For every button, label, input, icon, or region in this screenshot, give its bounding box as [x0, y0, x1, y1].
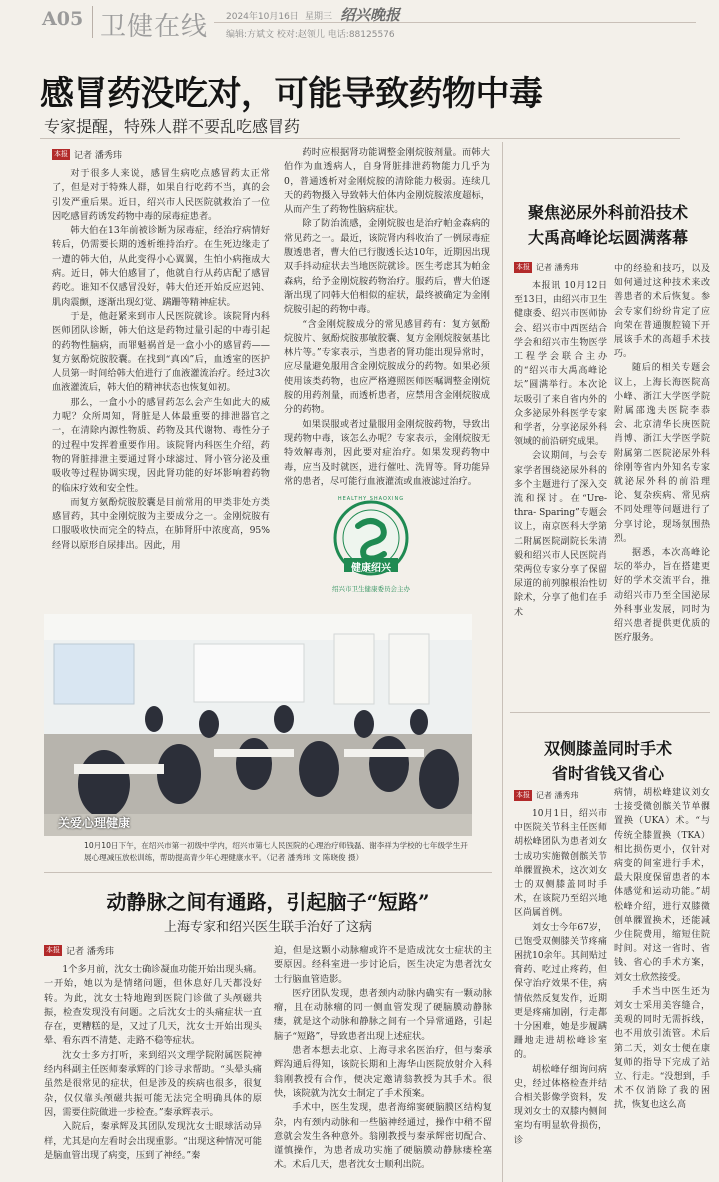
article2-col1 [514, 262, 607, 702]
section-title: 卫健在线 [100, 12, 209, 42]
logo-ring-text: HEALTHY SHAOXING [337, 496, 405, 502]
paper-name: 绍兴晚报 [340, 6, 401, 24]
article3-title: 动静脉之间有通路，引起脑子“短路” [106, 890, 430, 914]
article3-col2 [274, 944, 492, 1182]
article2-title [508, 200, 708, 248]
article4-title-line2: 省时省钱又省心 [551, 764, 664, 783]
paragraph: 对于很多人来说，感冒生病吃点感冒药太正常了，但是对于特殊人群，如果自行吃药不当，真的会引发严重后果。近日，绍兴市人民医院就救治了一位因吃感冒药诱发药物中毒的尿毒症患者。 [52, 168, 270, 222]
article4-col1 [514, 790, 607, 1182]
paragraph: 随后的相关专题会议上，上海长海医院高小峰、浙江大学医学院附属邵逸夫医院李恭会、北京清华长庚医院肖博、浙江大学医学院附属第二医院泌尿外科徐刚等省内外知名专家就泌尿外科的前沿理论、复杂疾病、常见病不同处理等问题进行了分享讨论，现场氛围热烈。 [614, 363, 710, 544]
masthead-divider [214, 22, 696, 23]
article3-col1 [44, 944, 262, 1182]
paragraph: 迫，但是这颗小动脉瘤或许不是造成沈女士症状的主要原因。经科室进一步讨论后，医生决定为患者沈女士行脑血管造影。 [274, 945, 492, 985]
logo-caption: 绍兴市卫生健康委员会主办 [332, 585, 410, 593]
article2-title-line1: 聚焦泌尿外科前沿技术 [527, 203, 688, 222]
article1-byline [52, 148, 270, 161]
article1-subtitle: 专家提醒，特殊人群不要乱吃感冒药 [44, 117, 301, 136]
article3-byline [44, 944, 262, 957]
paragraph: 会议期间，与会专家学者围绕泌尿外科的多个主题进行了深入交流和探讨。在“Ure-thra- Sparing”专题会议上，南京医科大学第二附属医院副院长朱清毅和绍兴市人民医院肖荣两位专家分享了保留尿道的前列腺根治性切除术，分享了他们在手术 [514, 451, 607, 618]
page-number: A05 [42, 8, 84, 30]
article2-byline [514, 262, 607, 273]
paragraph: 沈女士多方打听，来到绍兴文理学院附属医院神经内科副主任医师秦承辉的门诊寻求帮助。“头晕头痛虽然是很常见的症状，但是涉及的疾病也很多，很复杂，仅仅靠头颅磁共振可能无法完全明确具体的原因，需要住院做进一步检查。”秦承辉表示。 [44, 1049, 262, 1118]
byline-tag: 本报 [516, 791, 530, 799]
paragraph: 刘女士今年67岁，已饱受双侧膝关节疼痛困扰10余年。其间贴过膏药、吃过止疼药，但保守治疗效果不佳，病情依然反复发作，近期更是疼痛加剧，行走都十分困难，她是步履蹒跚地走进胡松峰诊室的。 [514, 922, 607, 1061]
issue-weekday: 星期三 [305, 12, 333, 22]
paragraph: 如果误服或者过量服用金刚烷胺药物，导致出现药物中毒，该怎么办呢？专家表示，金刚烷胺无特效解毒剂，因此要对症治疗。如果发现药物中毒，应当及时就医，进行催吐、洗胃等。肾功能异常的患者，尽可能行血液灌流或血液滤过治疗。 [284, 418, 490, 487]
byline-tag: 本报 [54, 150, 68, 158]
photo-caption: 10月10日下午，在绍兴市第一初级中学内，绍兴市第七人民医院的心理治疗师钱磊、谢李祥为学校的七年级学生开展心理减压放松训练，帮助提高青少年心理健康水平。（记者 潘秀玮 文 陈晓俊 摄） [84, 841, 468, 862]
photo-label: 关爱心理健康 [58, 816, 131, 830]
article4-title [508, 736, 708, 784]
paragraph: 据悉，本次高峰论坛的举办，旨在搭建更好的学术交流平台，推动绍兴市乃至全国泌尿外科事业发展，同时为绍兴患者提供更优质的医疗服务。 [614, 548, 710, 644]
masthead-bracket [92, 6, 93, 38]
paragraph: 药时应根据肾功能调整金刚烷胺剂量。而韩大伯作为血透病人，自身肾脏排泄药物能力几乎为0，普通透析对金刚烷胺的清除能力极弱。连续几天的药物摄入导致韩大伯体内金刚烷胺浓度超标，从而产生了药物性脑病症状。 [284, 147, 490, 216]
paragraph: 手术中，医生发现，患者海绵窦硬脑膜区结构复杂，内有颈内动脉和一些脑神经通过，操作中稍不留意就会发生各种意外。翁刚教授与秦承辉密切配合、谨慎操作，为患者成功实施了硬脑膜动静脉瘘栓塞术。术后几天，患者沈女士顺利出院。 [274, 1102, 492, 1171]
article1-col1 [52, 148, 270, 588]
paragraph: 入院后，秦承辉及其团队发现沈女士眼球活动异样，尤其是向左看时会出现重影。“出现这种情况可能是脑血管出现了病变，压到了神经。”秦 [44, 1121, 262, 1161]
article1-col2 [284, 146, 490, 498]
article1-title: 感冒药没吃对，可能导致药物中毒 [40, 74, 543, 114]
paragraph: 本报讯 10月12日至13日，由绍兴市卫生健康委、绍兴市医师协会、绍兴市中西医结合学会和绍兴市生物医学工程学会联合主办的“绍兴市大禹高峰论坛”圆满举行。本次论坛吸引了来自省内外的众多泌尿外科医学专家和学者，分享泌尿外科领域的前沿研究成果。 [514, 281, 607, 448]
masthead [0, 0, 719, 44]
paragraph: 于是，他赶紧来到市人民医院就诊。该院肾内科医师团队诊断，韩大伯这是药物过量引起的中毒引起的药物性脑病，而罪魁祸首是一盒小小的感冒药——复方氨酚烷胺胶囊。在找到“真凶”后，血透室的医护人员第一时间给韩大伯进行了血液灌流治疗。经过3次血液灌流后，韩大伯的精神状态也恢复如初。 [52, 310, 270, 394]
paragraph: 1个多月前，沈女士确诊凝血功能开始出现头痛。一开始，她以为是情绪问题，但休息好几天都没好转。为此，沈女士特地跑到医院门诊做了头颅磁共振，检查发现没有问题。之后沈女士的头痛症状一直存在，更糟糕的是，又过了几天，沈女士开始出现头晕、看东西不清楚、走路不稳等症状。 [44, 964, 262, 1047]
article4-col2 [614, 786, 710, 1182]
article4-title-line1: 双侧膝盖同时手术 [543, 739, 672, 758]
issue-date: 2024年10月16日 [226, 12, 299, 22]
paragraph: “含金刚烷胺成分的常见感冒药有：复方氨酚烷胺片、氨酚烷胺那敏胶囊、复方金刚烷胺氨基比林片等。”专家表示，当患者的肾功能出现异常时，应尽量避免服用含金刚烷胺成分的药物。如果必须使用该类药物，也应严格遵照医师医嘱调整金刚烷胺的用药剂量，而透析患者，应禁用含金刚烷胺成分的药物。 [284, 318, 490, 416]
paragraph: 手术当中医生还为刘女士采用美容缝合，美观的同时无需拆线，也不用放引流管。术后第二天，刘女士便在康复师的指导下完成了站立、行走。“没想到，手术不仅消除了我的困扰，恢复也这么高 [614, 986, 710, 1111]
paragraph: 而复方氨酚烷胺胶囊是目前常用的甲类非处方类感冒药，其中金刚烷胺为主要成分之一。金刚烷胺有口服吸收快而完全的特点，在肺肾肝中浓度高，95%经肾以原形自尿排出。因此，用 [52, 496, 270, 551]
paragraph: 韩大伯在13年前被诊断为尿毒症，经治疗病情好转后，仍需要长期的透析维持治疗。在生死边缘走了一遭的韩大伯，从此变得小心翼翼，生怕小病拖成大病。近日，韩大伯感冒了，他就自行从药店配了感冒药吃。谁知不仅感冒没好，韩大伯还开始反应迟钝、肌肉震颤，逐渐出现幻觉、蹒跚等精神症状。 [52, 225, 270, 308]
paragraph: 中的经验和技巧，以及如何通过这种技术来改善患者的术后恢复。参会专家们纷纷肯定了应向荣在普通腹腔镜下开展该手术的高超手术技巧。 [614, 264, 710, 360]
byline-text: 记者 潘秀玮 [66, 947, 114, 957]
paragraph: 胡松峰仔细询问病史，经过体格检查并结合相关影像学资料，发现刘女士的双膝内侧间室均有明显软骨损伤，诊 [514, 1064, 607, 1146]
byline-text: 记者 潘秀玮 [536, 791, 579, 800]
paragraph: 病情，胡松峰建议刘女士接受微创髌关节单髁置换（UKA）术。“与传统全膝置换（TKA）相比损伤更小，仅针对病变的间室进行手术，最大限度保留患者的本体感觉和运动功能。”胡松峰介绍，进行双膝微创单髁置换术，还能减少住院费用，缩短住院时间。对这一省时、省钱、省心的手术方案，刘女士欣然接受。 [614, 788, 710, 983]
article3-subtitle: 上海专家和绍兴医生联手治好了这病 [163, 920, 372, 935]
article2-col2 [614, 262, 710, 702]
paragraph: 医疗团队发现，患者颈内动脉内确实有一颗动脉瘤，且在动脉瘤的同一侧血管发现了硬脑膜动静脉瘘，就是这个动脉和静脉之间有一个异常通路，引起脑子“短路”，导致患者出现上述症状。 [274, 987, 492, 1042]
byline-tag: 本报 [516, 263, 530, 271]
paragraph: 10月1日，绍兴市中医院关节科主任医师胡松峰团队为患者刘女士成功实施微创髌关节单髁置换术，这次刘女士的双侧膝盖同时手术，在该院乃至绍兴地区尚属首例。 [514, 809, 607, 919]
article2-title-line2: 大禹高峰论坛圆满落幕 [527, 228, 688, 247]
paragraph: 患者本想去北京、上海寻求名医治疗，但与秦承辉沟通后得知，该院长期和上海华山医院放射介入科翁刚教授有合作，便决定邀请翁教授为其手术。很快，该院就为沈女士制定了手术预案。 [274, 1045, 492, 1099]
byline-tag: 本报 [46, 946, 60, 954]
byline-text: 记者 潘秀玮 [74, 151, 122, 161]
paragraph: 除了防治流感，金刚烷胺也是治疗帕金森病的常见药之一。最近，该院肾内科收治了一例尿毒症腹透患者，曹大伯已行腹透长达10年，近期因出现双手抖动症状去当地医院就诊。医生考虑其为帕金森病，给予金刚烷胺药物治疗。服药后，曹大伯逐渐出现了同韩大伯相似的症状，最终被确定为金刚烷胺引起的药物中毒。 [284, 218, 490, 316]
healthy-shaoxing-logo [322, 498, 420, 598]
byline-text: 记者 潘秀玮 [536, 263, 579, 272]
photo-frame [44, 614, 472, 836]
lower-section-rule [44, 872, 492, 873]
editors-line: 编辑:方斌文 校对:赵领儿 电话:88125576 [226, 30, 395, 40]
logo-band-text: 健康绍兴 [351, 563, 391, 574]
right-column-rule [502, 142, 503, 1182]
right-section-rule [510, 712, 710, 713]
paragraph: 那么，一盒小小的感冒药怎么会产生如此大的威力呢？众所周知，肾脏是人体最重要的排泄器官之一，在清除内源性物质、药物及其代谢物、毒性分子的过程中发挥着重要作用。该院肾内科医生介绍，药物的肾脏排泄主要通过肾小球滤过、肾小管分泌及重吸收等过程协调实现，因此肾功能的好坏影响着药物的临床疗效和安全性。 [52, 396, 270, 494]
article4-byline [514, 790, 607, 801]
title-rule [40, 138, 680, 139]
classroom-photo [44, 614, 472, 836]
